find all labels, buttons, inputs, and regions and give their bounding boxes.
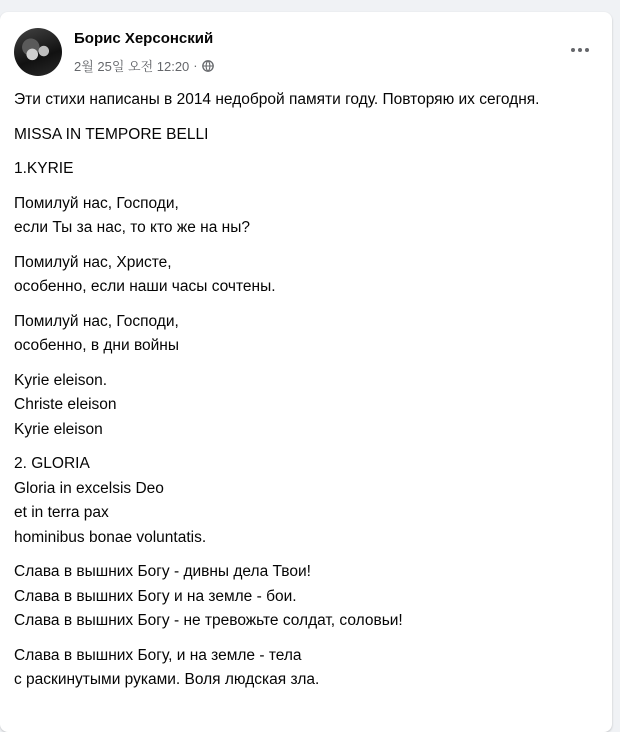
post-paragraph: Помилуй нас, Господи, особенно, в дни войны xyxy=(14,312,179,354)
post-header xyxy=(14,28,598,78)
author-name[interactable]: Борис Херсонский xyxy=(74,30,214,47)
meta-separator: · xyxy=(193,58,198,73)
post-paragraph: MISSA IN TEMPORE BELLI xyxy=(14,125,209,143)
more-horizontal-icon xyxy=(571,48,575,52)
post-paragraph: Эти стихи написаны в 2014 недоброй памяти году. Повторяю их сегодня. xyxy=(14,91,540,108)
post-paragraph: Слава в вышних Богу - дивны дела Твои! Слава в вышних Богу и на земле - бои. Слава в вышних Богу - не тревожьте солдат, соловьи! xyxy=(14,563,403,629)
more-options-button[interactable] xyxy=(562,32,598,68)
post-timestamp[interactable]: 2월 25일 오전 12:20 xyxy=(74,59,190,74)
more-horizontal-icon xyxy=(578,48,582,52)
post-paragraph: Помилуй нас, Христе, особенно, если наши часы сочтены. xyxy=(14,253,276,295)
post-paragraph: Kyrie eleison. Christe eleison Kyrie eleison xyxy=(14,371,117,438)
author-avatar[interactable] xyxy=(14,28,62,76)
post-paragraph: 2. GLORIA Gloria in excelsis Deo et in terra pax hominibus bonae voluntatis. xyxy=(14,455,207,546)
post-paragraph: Слава в вышних Богу, и на земле - тела с раскинутыми руками. Воля людская зла. xyxy=(14,646,320,688)
post-paragraph: Помилуй нас, Господи, если Ты за нас, то кто же на ны? xyxy=(14,194,250,236)
globe-icon[interactable] xyxy=(202,60,214,72)
post-meta xyxy=(74,56,214,75)
post-card xyxy=(0,12,612,732)
more-horizontal-icon xyxy=(585,48,589,52)
post-body xyxy=(14,88,604,703)
post-paragraph: 1.KYRIE xyxy=(14,160,74,177)
